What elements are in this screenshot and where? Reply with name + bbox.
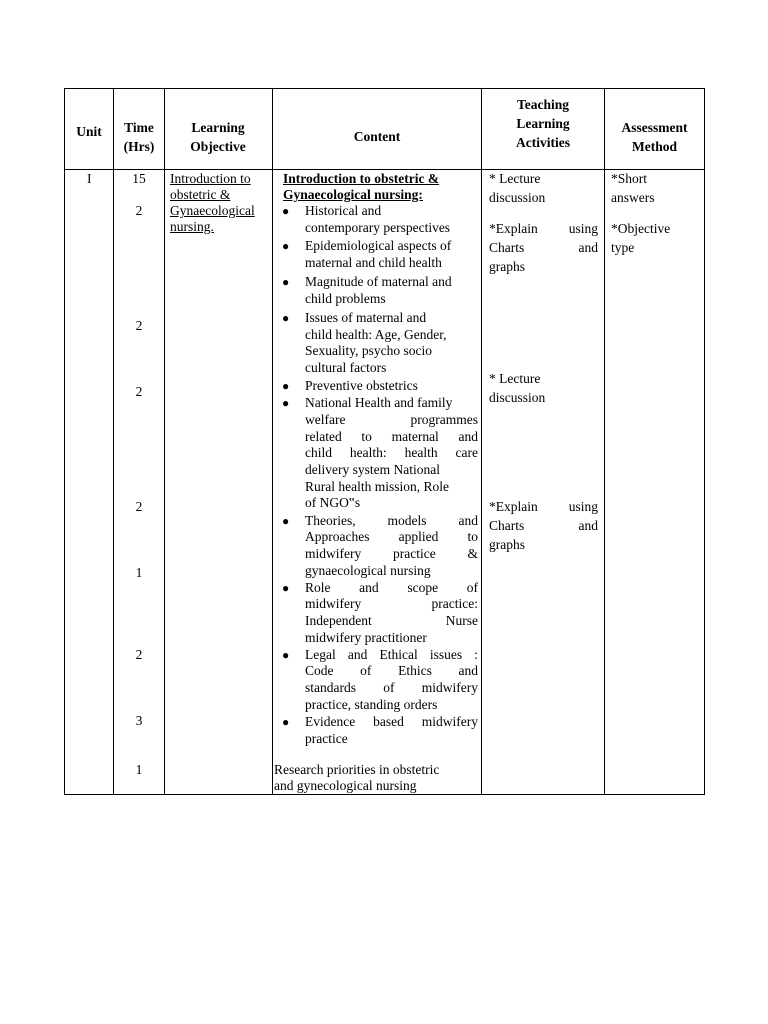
time-value: 2 [135,318,143,333]
bullet-icon: ● [282,514,290,528]
assessment-line: type [611,240,635,255]
content-line: Rural health mission, Role [305,479,449,494]
content-line: delivery system National [305,462,440,477]
content-line: cultural factors [305,360,387,375]
activity-line: *Explain using [489,499,598,514]
content-line: gynaecological nursing [305,563,431,578]
header-activities-line: Activities [516,135,570,150]
assessment-line: *Objective [611,221,671,236]
bullet-icon: ● [282,581,290,595]
content-line: Epidemiological aspects of [305,238,452,253]
content-line: Approaches applied to [305,529,478,544]
column-divider [604,88,605,795]
activity-line: discussion [489,190,546,205]
column-divider [704,88,705,795]
bullet-icon: ● [282,311,290,325]
objective-line: nursing. [170,219,214,234]
time-value: 2 [135,203,143,218]
content-line: related to maternal and [305,429,478,444]
assessment-line: answers [611,190,655,205]
column-divider [64,88,65,795]
content-line: of NGO‟s [305,495,361,510]
column-divider [113,88,114,795]
content-line: practice [305,731,348,746]
bullet-icon: ● [282,379,290,393]
content-line: Magnitude of maternal and [305,274,452,289]
time-value: 1 [135,762,143,777]
objective-line: Gynaecological [170,203,255,218]
header-unit: Unit [76,124,102,139]
content-line: Historical and [305,203,382,218]
header-time-line: Time [124,120,154,135]
table-border-top [64,88,705,89]
time-value: 15 [132,171,146,186]
time-value: 3 [135,713,143,728]
header-objective-line: Learning [191,120,245,135]
activity-line: discussion [489,390,546,405]
header-assessment-line: Method [632,139,677,154]
table-border-bottom [64,794,705,795]
bullet-icon: ● [282,396,290,410]
activity-line: * Lecture [489,371,541,386]
unit-number: I [87,171,92,186]
header-activities-line: Teaching [516,97,570,112]
content-line: Preventive obstetrics [305,378,418,393]
time-value: 2 [135,384,143,399]
activity-line: Charts and [489,240,598,255]
column-divider [272,88,273,795]
bullet-icon: ● [282,715,290,729]
bullet-icon: ● [282,275,290,289]
bullet-icon: ● [282,204,290,218]
header-assessment [604,118,705,156]
content-line: child health: health care [305,445,478,460]
content-line: Sexuality, psycho socio [305,343,432,358]
content-line: Theories, models and [305,513,478,528]
content-line: midwifery practitioner [305,630,427,645]
header-activities-line: Learning [516,116,570,131]
content-footer: and gynecological nursing [274,778,417,793]
content-line: welfare programmes [305,412,478,427]
activity-line: graphs [489,259,525,274]
content-line: Independent Nurse [305,613,478,628]
header-activities [481,95,605,152]
content-heading: Introduction to obstetric & [283,171,440,186]
header-time-line: (Hrs) [123,139,155,154]
content-line: standards of midwifery [305,680,478,695]
content-line: contemporary perspectives [305,220,451,235]
time-value: 1 [135,565,143,580]
content-line: Evidence based midwifery [305,714,478,729]
objective-line: Introduction to [170,171,251,186]
content-line: maternal and child health [305,255,442,270]
content-line: Code of Ethics and [305,663,478,678]
activity-line: * Lecture [489,171,541,186]
header-time [113,118,165,156]
header-content: Content [353,129,401,144]
objective-line: obstetric & [170,187,231,202]
content-line: child health: Age, Gender, [305,327,447,342]
header-objective [164,118,272,156]
content-line: Issues of maternal and [305,310,427,325]
time-value: 2 [135,499,143,514]
header-objective-line: Objective [190,139,246,154]
column-divider [164,88,165,795]
bullet-icon: ● [282,239,290,253]
content-line: practice, standing orders [305,697,438,712]
bullet-icon: ● [282,648,290,662]
content-heading: Gynaecological nursing: [283,187,423,202]
content-line: Role and scope of [305,580,478,595]
activity-line: graphs [489,537,525,552]
activity-line: Charts and [489,518,598,533]
content-line: midwifery practice & [305,546,478,561]
column-divider [481,88,482,795]
activity-line: *Explain using [489,221,598,236]
header-assessment-line: Assessment [621,120,688,135]
content-line: midwifery practice: [305,596,478,611]
content-line: Legal and Ethical issues : [305,647,478,662]
content-footer: Research priorities in obstetric [274,762,440,777]
time-value: 2 [135,647,143,662]
content-line: child problems [305,291,386,306]
assessment-line: *Short [611,171,648,186]
content-line: National Health and family [305,395,453,410]
